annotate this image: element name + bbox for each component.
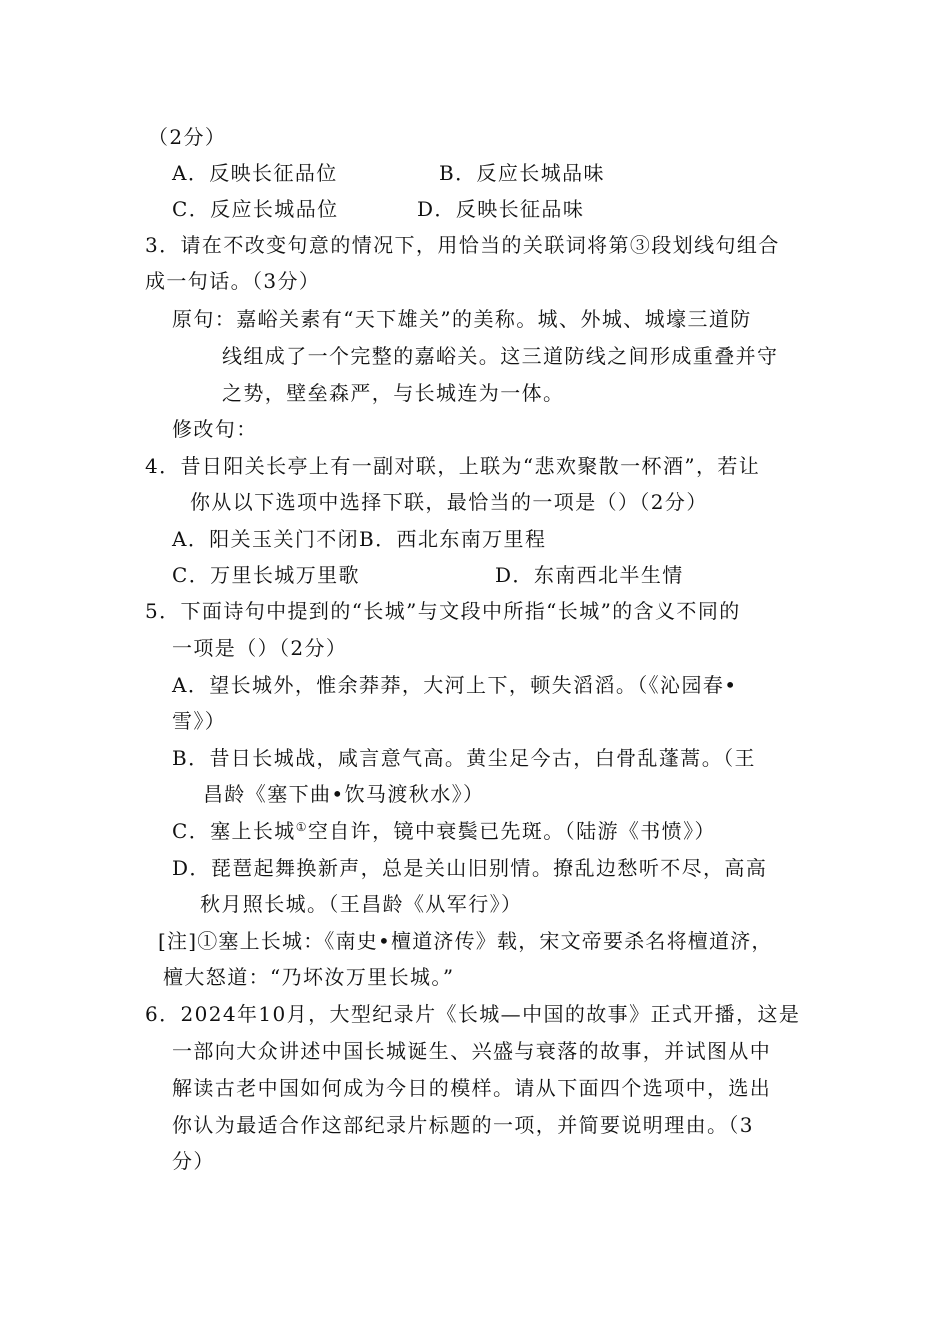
q5-option-d-line-1: D．琵琶起舞换新声，总是关山旧别情。撩乱边愁听不尽，高高 (172, 856, 768, 880)
q3-stem-line-1: 3．请在不改变句意的情况下，用恰当的关联词将第③段划线句组合 (145, 233, 780, 257)
q3-revised-label: 修改句： (172, 417, 258, 441)
q5-note-line-2: 檀大怒道：“乃坏汝万里长城。” (163, 965, 455, 989)
q2-option-b: B．反应长城品味 (439, 161, 605, 185)
q6-stem-line-2: 一部向大众讲述中国长城诞生、兴盛与衰落的故事，并试图从中 (172, 1039, 772, 1063)
q5-option-c-text-end: 空自许，镜中衰鬓已先斑。（陆游《书愤》） (307, 819, 716, 843)
q2-option-c: C．反应长城品位 (172, 197, 339, 221)
q5-option-b-line-1: B．昔日长城战，咸言意气高。黄尘足今古，白骨乱蓬蒿。（王 (172, 746, 756, 770)
q6-stem-line-3: 解读古老中国如何成为今日的模样。请从下面四个选项中，选出 (172, 1076, 772, 1100)
q5-option-c-text-start: C．塞上长城 (172, 819, 296, 843)
q3-original-line-1: 原句：嘉峪关素有“天下雄关”的美称。城、外城、城壕三道防 (172, 307, 752, 331)
q5-option-b-line-2: 昌龄《塞下曲•饮马渡秋水》） (203, 782, 485, 806)
q2-option-d: D．反映长征品味 (417, 197, 585, 221)
q6-stem-line-5: 分） (172, 1149, 215, 1173)
q4-stem-line-1: 4．昔日阳关长亭上有一副对联，上联为“悲欢聚散一杯酒”，若让 (145, 454, 761, 478)
q6-stem-line-1: 6．2024年10月，大型纪录片《长城—中国的故事》正式开播，这是 (145, 1002, 801, 1026)
q4-options-a-b: A．阳关玉关门不闭B．西北东南万里程 (172, 527, 547, 551)
q3-original-line-2: 线组成了一个完整的嘉峪关。这三道防线之间形成重叠并守 (222, 344, 779, 368)
q3-original-line-3: 之势，壁垒森严，与长城连为一体。 (222, 381, 565, 405)
q5-option-a-line-2: 雪》） (172, 709, 227, 733)
q5-note-line-1: [注]①塞上长城：《南史•檀道济传》载，宋文帝要杀名将檀道济， (158, 929, 773, 953)
footnote-marker: ① (295, 820, 308, 834)
q5-option-c (172, 818, 716, 844)
q2-score: （2分） (148, 125, 227, 149)
q5-option-d-line-2: 秋月照长城。（王昌龄《从军行》） (200, 892, 523, 916)
q6-stem-line-4: 你认为最适合作这部纪录片标题的一项，并简要说明理由。（3 (172, 1113, 754, 1137)
q4-option-c: C．万里长城万里歌 (172, 563, 360, 587)
q3-stem-line-2: 成一句话。（3分） (145, 269, 321, 293)
q4-stem-line-2: 你从以下选项中选择下联，最恰当的一项是（）（2分） (190, 490, 708, 514)
q2-option-a: A．反映长征品位 (172, 161, 338, 185)
q4-option-d: D．东南西北半生情 (495, 563, 684, 587)
q5-option-a-line-1: A．望长城外，惟余莽莽，大河上下，顿失滔滔。（《沁园春• (172, 673, 738, 697)
q5-stem-line-1: 5．下面诗句中提到的“长城”与文段中所指“长城”的含义不同的 (145, 599, 741, 623)
q5-stem-line-2: 一项是（）（2分） (172, 636, 348, 660)
